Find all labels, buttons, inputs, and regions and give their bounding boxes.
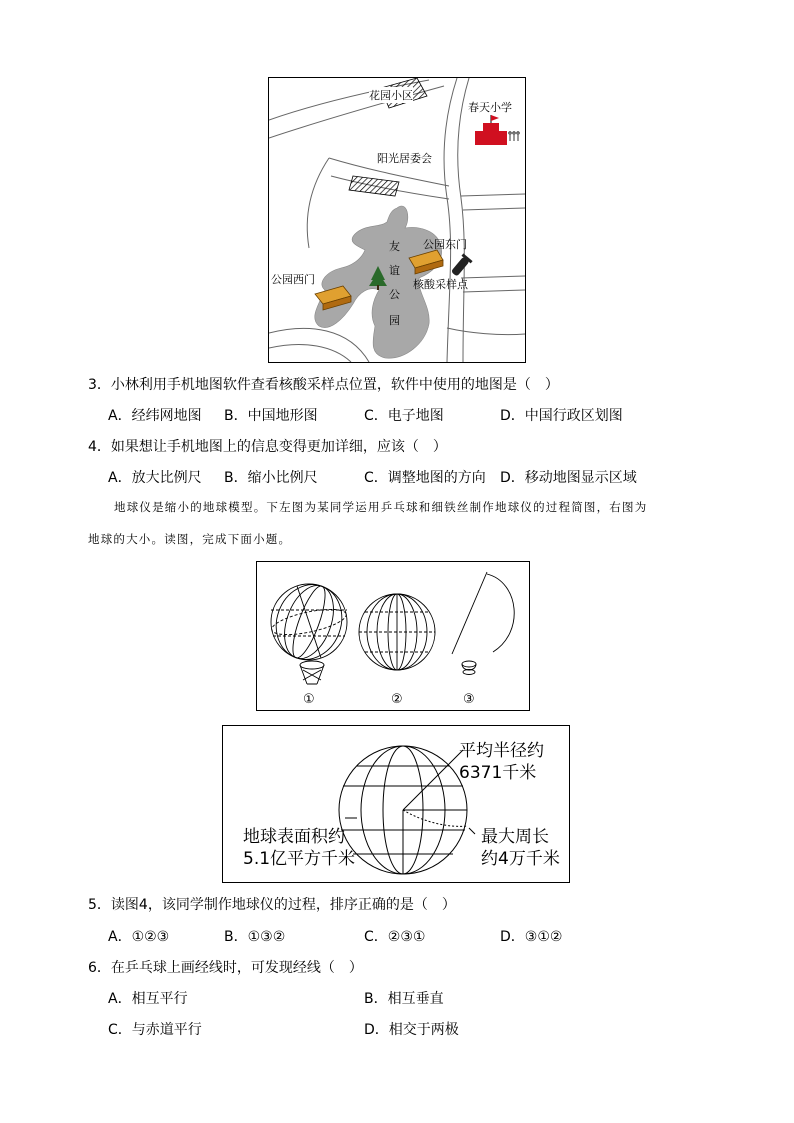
earth-area-line-1: 地球表面积约 bbox=[243, 827, 345, 847]
question-3-stem: 3．小林利用手机地图软件查看核酸采样点位置，软件中使用的地图是（ ） bbox=[88, 377, 559, 393]
question-4-stem: 4．如果想让手机地图上的信息变得更加详细，应该（ ） bbox=[88, 439, 447, 455]
q4-option-c: C．调整地图的方向 bbox=[364, 470, 486, 486]
sunshine-committee-area bbox=[349, 176, 399, 196]
q5-option-d: D．③①② bbox=[500, 929, 563, 945]
label-park-char-1: 友 bbox=[389, 240, 400, 253]
school-icon bbox=[475, 115, 519, 145]
q6-option-c: C．与赤道平行 bbox=[108, 1022, 202, 1038]
intro-line-1: 地球仪是缩小的地球模型。下左图为某同学运用乒乓球和细铁丝制作地球仪的过程简图，右图为 bbox=[114, 500, 648, 514]
q6-option-a: A．相互平行 bbox=[108, 991, 188, 1007]
globe-2-drawing bbox=[359, 594, 435, 670]
globe-process-figure bbox=[256, 561, 530, 711]
intro-line-2: 地球的大小。读图，完成下面小题。 bbox=[88, 532, 292, 546]
question-5-stem: 5．读图4，该同学制作地球仪的过程，排序正确的是（ ） bbox=[88, 897, 456, 913]
process-drawing bbox=[257, 562, 529, 710]
label-garden-community: 花园小区 bbox=[369, 89, 413, 102]
earth-circ-line-1: 最大周长 bbox=[481, 827, 549, 847]
q6-option-b: B．相互垂直 bbox=[364, 991, 444, 1007]
q3-option-a: A．经纬网地图 bbox=[108, 408, 202, 424]
earth-radius-line-1: 平均半径约 bbox=[459, 741, 544, 761]
q6-option-d: D．相交于两极 bbox=[364, 1022, 459, 1038]
label-east-gate: 公园东门 bbox=[423, 238, 467, 251]
q5-option-a: A．①②③ bbox=[108, 929, 170, 945]
q4-option-d: D．移动地图显示区域 bbox=[500, 470, 637, 486]
earth-circ-line-2: 约4万千米 bbox=[481, 849, 560, 869]
earth-radius-line-2: 6371千米 bbox=[459, 763, 537, 783]
q4-option-b: B．缩小比例尺 bbox=[224, 470, 318, 486]
label-spring-school: 春天小学 bbox=[468, 101, 512, 114]
label-west-gate: 公园西门 bbox=[271, 273, 315, 286]
q3-option-c: C．电子地图 bbox=[364, 408, 444, 424]
earth-size-figure bbox=[222, 725, 570, 883]
label-park-char-3: 公 bbox=[389, 288, 400, 301]
test-tube-icon bbox=[449, 253, 472, 278]
label-park-char-4: 园 bbox=[389, 314, 400, 327]
label-park-char-2: 谊 bbox=[389, 264, 400, 277]
q5-option-c: C．②③① bbox=[364, 929, 426, 945]
process-label-1: ① bbox=[303, 692, 315, 707]
globe-3-parts-drawing bbox=[452, 572, 514, 675]
process-label-2: ② bbox=[391, 692, 403, 707]
label-sunshine-committee: 阳光居委会 bbox=[377, 152, 432, 165]
q3-option-b: B．中国地形图 bbox=[224, 408, 318, 424]
question-6-stem: 6．在乒乓球上画经线时，可发现经线（ ） bbox=[88, 960, 363, 976]
community-map bbox=[268, 77, 526, 363]
q5-option-b: B．①③② bbox=[224, 929, 286, 945]
q4-option-a: A．放大比例尺 bbox=[108, 470, 202, 486]
globe-1-drawing bbox=[266, 575, 352, 684]
earth-area-line-2: 5.1亿平方千米 bbox=[243, 849, 356, 869]
label-sampling-point: 核酸采样点 bbox=[413, 278, 468, 291]
q3-option-d: D．中国行政区划图 bbox=[500, 408, 623, 424]
process-label-3: ③ bbox=[463, 692, 475, 707]
